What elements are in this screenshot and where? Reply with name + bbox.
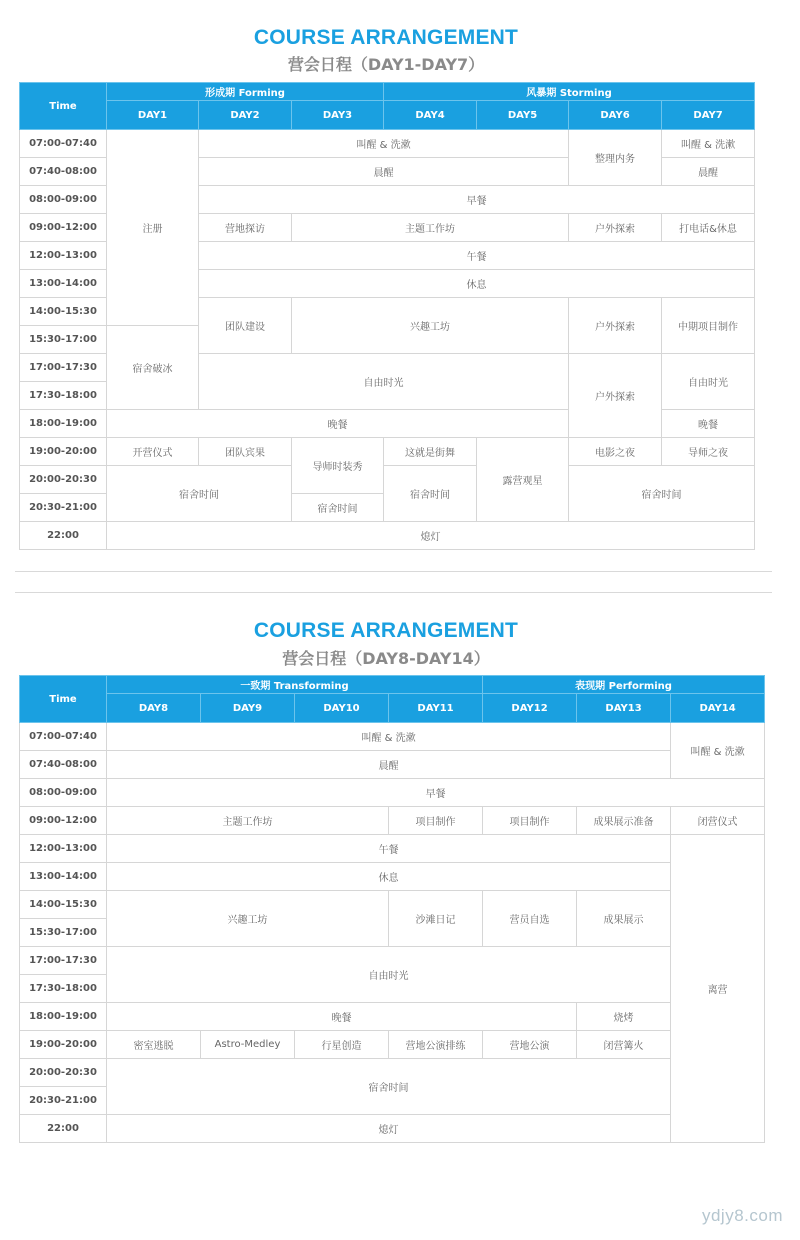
schedule-cell: 营地公演	[483, 1031, 577, 1059]
schedule-cell: 户外探索	[569, 298, 662, 354]
time-slot: 20:00-20:30	[20, 466, 107, 494]
day-header: DAY9	[201, 694, 295, 723]
schedule-cell: 户外探索	[569, 214, 662, 242]
schedule-cell: 露营观星	[477, 438, 569, 522]
schedule-cell: 宿舍时间	[107, 1059, 671, 1115]
time-slot: 19:00-20:00	[20, 1031, 107, 1059]
schedule-cell: 打电话&休息	[662, 214, 755, 242]
table-row	[20, 522, 755, 550]
schedule-cell: 行星创造	[295, 1031, 389, 1059]
phase-header-performing: 表现期 Performing	[483, 676, 765, 694]
table-row	[20, 807, 765, 835]
time-header: Time	[20, 676, 107, 723]
table-row	[20, 891, 765, 919]
section-title-en: COURSE ARRANGEMENT	[253, 619, 519, 642]
day-header: DAY8	[107, 694, 201, 723]
schedule-cell: 叫醒 & 洗漱	[199, 130, 569, 158]
schedule-cell: 宿舍时间	[384, 466, 477, 522]
schedule-cell: 密室逃脱	[107, 1031, 201, 1059]
schedule-cell: 整理内务	[569, 130, 662, 186]
watermark-text: ydjy8.com	[701, 1206, 783, 1225]
schedule-table-day8-14	[19, 675, 765, 1143]
day-header: DAY2	[199, 101, 292, 130]
day-header: DAY14	[671, 694, 765, 723]
day-header: DAY1	[107, 101, 199, 130]
schedule-cell: 闭营仪式	[671, 807, 765, 835]
time-slot: 22:00	[20, 522, 107, 550]
schedule-cell: 叫醒 & 洗漱	[671, 723, 765, 779]
time-header: Time	[20, 83, 107, 130]
schedule-cell: 成果展示准备	[577, 807, 671, 835]
schedule-cell: 烧烤	[577, 1003, 671, 1031]
schedule-cell: 晚餐	[107, 410, 569, 438]
schedule-cell: 导师之夜	[662, 438, 755, 466]
phase-header-forming: 形成期 Forming	[107, 83, 384, 101]
phase-header-transforming: 一致期 Transforming	[107, 676, 483, 694]
time-slot: 09:00-12:00	[20, 214, 107, 242]
time-slot: 07:40-08:00	[20, 751, 107, 779]
day-header: DAY4	[384, 101, 477, 130]
day-header: DAY3	[292, 101, 384, 130]
time-slot: 20:30-21:00	[20, 494, 107, 522]
section-title-en: COURSE ARRANGEMENT	[253, 26, 519, 49]
time-slot: 22:00	[20, 1115, 107, 1143]
schedule-cell: 宿舍时间	[292, 494, 384, 522]
schedule-cell: 休息	[199, 270, 755, 298]
table-row	[20, 1031, 765, 1059]
schedule-cell: 叫醒 & 洗漱	[662, 130, 755, 158]
schedule-cell: 自由时光	[199, 354, 569, 410]
day-header: DAY13	[577, 694, 671, 723]
table-row	[20, 438, 755, 466]
time-slot: 18:00-19:00	[20, 1003, 107, 1031]
schedule-cell: 项目制作	[483, 807, 577, 835]
schedule-table-day1-7	[19, 82, 755, 550]
schedule-cell: 团队宾果	[199, 438, 292, 466]
time-slot: 14:00-15:30	[20, 891, 107, 919]
section-title-cn: 营会日程（DAY1-DAY7）	[287, 55, 485, 74]
time-slot: 08:00-09:00	[20, 186, 107, 214]
time-slot: 13:00-14:00	[20, 270, 107, 298]
schedule-cell: 团队建设	[199, 298, 292, 354]
table-row	[20, 779, 765, 807]
table-row	[20, 1059, 765, 1087]
day-header: DAY6	[569, 101, 662, 130]
table-row	[20, 835, 765, 863]
section-title-cn: 营会日程（DAY8-DAY14）	[282, 649, 490, 668]
day-header: DAY12	[483, 694, 577, 723]
time-slot: 19:00-20:00	[20, 438, 107, 466]
schedule-cell: 营员自选	[483, 891, 577, 947]
schedule-cell: 晨醒	[107, 751, 671, 779]
schedule-cell: 开营仪式	[107, 438, 199, 466]
time-slot: 09:00-12:00	[20, 807, 107, 835]
schedule-cell: 营地探访	[199, 214, 292, 242]
schedule-cell: 营地公演排练	[389, 1031, 483, 1059]
time-slot: 13:00-14:00	[20, 863, 107, 891]
day-header: DAY10	[295, 694, 389, 723]
schedule-cell: 宿舍破冰	[107, 326, 199, 410]
table-row	[20, 1115, 765, 1143]
time-slot: 15:30-17:00	[20, 919, 107, 947]
time-slot: 12:00-13:00	[20, 835, 107, 863]
schedule-cell: 晚餐	[662, 410, 755, 438]
day-header: DAY7	[662, 101, 755, 130]
schedule-cell: 离营	[671, 835, 765, 1143]
schedule-cell: 宿舍时间	[569, 466, 755, 522]
time-slot: 07:00-07:40	[20, 723, 107, 751]
schedule-cell: 自由时光	[662, 354, 755, 410]
schedule-cell: 叫醒 & 洗漱	[107, 723, 671, 751]
schedule-cell: Astro-Medley	[201, 1031, 295, 1059]
schedule-cell: 晚餐	[107, 1003, 577, 1031]
time-slot: 07:00-07:40	[20, 130, 107, 158]
schedule-cell: 熄灯	[107, 522, 755, 550]
schedule-cell: 注册	[107, 130, 199, 326]
schedule-cell: 午餐	[107, 835, 671, 863]
schedule-cell: 早餐	[199, 186, 755, 214]
time-slot: 17:30-18:00	[20, 382, 107, 410]
time-slot: 14:00-15:30	[20, 298, 107, 326]
schedule-cell: 导师时装秀	[292, 438, 384, 494]
schedule-cell: 休息	[107, 863, 671, 891]
day-header: DAY5	[477, 101, 569, 130]
schedule-cell: 晨醒	[662, 158, 755, 186]
table-row	[20, 723, 765, 751]
schedule-cell: 兴趣工坊	[292, 298, 569, 354]
schedule-cell: 自由时光	[107, 947, 671, 1003]
schedule-cell: 熄灯	[107, 1115, 671, 1143]
time-slot: 12:00-13:00	[20, 242, 107, 270]
time-slot: 17:30-18:00	[20, 975, 107, 1003]
schedule-cell: 这就是街舞	[384, 438, 477, 466]
schedule-cell: 主题工作坊	[292, 214, 569, 242]
section-divider	[15, 592, 772, 593]
schedule-cell: 主题工作坊	[107, 807, 389, 835]
table-row	[20, 863, 765, 891]
table-row	[20, 947, 765, 975]
schedule-cell: 项目制作	[389, 807, 483, 835]
schedule-cell: 兴趣工坊	[107, 891, 389, 947]
time-slot: 20:00-20:30	[20, 1059, 107, 1087]
table-row	[20, 466, 755, 494]
schedule-cell: 成果展示	[577, 891, 671, 947]
day-header: DAY11	[389, 694, 483, 723]
section-divider	[15, 571, 772, 572]
schedule-cell: 早餐	[107, 779, 765, 807]
time-slot: 08:00-09:00	[20, 779, 107, 807]
table-row	[20, 751, 765, 779]
schedule-cell: 晨醒	[199, 158, 569, 186]
time-slot: 20:30-21:00	[20, 1087, 107, 1115]
time-slot: 07:40-08:00	[20, 158, 107, 186]
table-row	[20, 130, 755, 158]
phase-header-storming: 风暴期 Storming	[384, 83, 755, 101]
time-slot: 18:00-19:00	[20, 410, 107, 438]
schedule-cell: 中期项目制作	[662, 298, 755, 354]
schedule-cell: 午餐	[199, 242, 755, 270]
schedule-cell: 电影之夜	[569, 438, 662, 466]
schedule-cell: 户外探索	[569, 354, 662, 438]
schedule-cell: 沙滩日记	[389, 891, 483, 947]
schedule-cell: 闭营篝火	[577, 1031, 671, 1059]
table-row	[20, 1003, 765, 1031]
time-slot: 17:00-17:30	[20, 354, 107, 382]
time-slot: 17:00-17:30	[20, 947, 107, 975]
time-slot: 15:30-17:00	[20, 326, 107, 354]
schedule-cell: 宿舍时间	[107, 466, 292, 522]
